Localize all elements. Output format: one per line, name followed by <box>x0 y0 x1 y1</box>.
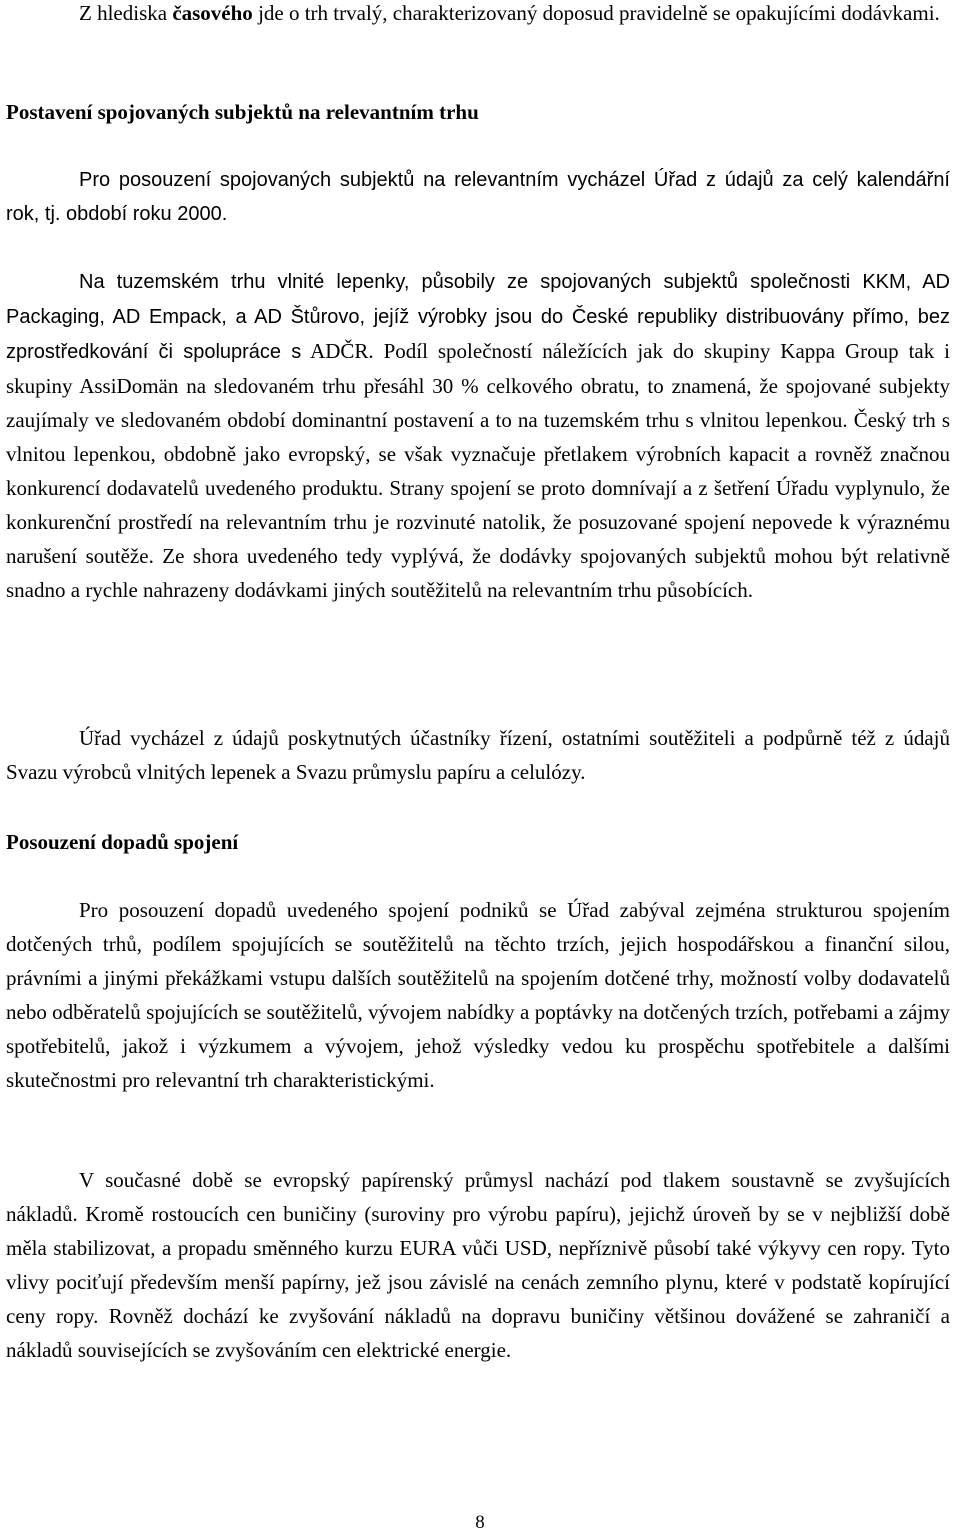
bold-term: časového <box>172 1 253 25</box>
paragraph-data-sources: Úřad vycházel z údajů poskytnutých účastníky řízení, ostatními soutěžiteli a podpůrně též z údajů Svazu výrobců vlnitých lepenek a Svazu průmyslu papíru a celulózy. <box>6 726 950 784</box>
page-number: 8 <box>475 1512 485 1533</box>
text-run: Z hlediska <box>79 1 173 25</box>
section-heading-merger-impact: Posouzení dopadů spojení <box>6 830 239 854</box>
text-run-serif: ADČR. Podíl společností náležících jak do skupiny Kappa Group tak i skupiny AssiDomän na sledovaném trhu přesáhl 30 % celkového obratu, to znamená, že spojované subjekty zaujímaly ve sledovaném období dominantní postavení a to na tuzemském trhu s vlnitou lepenkou. Český trh s vlnitou lepenkou, obdobně jako evropský, se však vyznačuje přetlakem výrobních kapacit a rovněž značnou konkurencí dodavatelů uvedeného produktu. Strany spojení se proto domnívají a z šetření Úřadu vyplynulo, že konkurenční prostředí na relevantním trhu je rozvinuté natolik, že posuzované spojení nepovede k výraznému narušení soutěže. Ze shora uvedeného tedy vyplývá, že dodávky spojovaných subjektů mohou být relativně snadno a rychle nahrazeny dodávkami jiných soutěžitelů na relevantním trhu působících. <box>6 339 951 602</box>
paragraph-domestic-market <box>6 264 950 607</box>
section-heading-market-position: Postavení spojovaných subjektů na relevantním trhu <box>6 100 479 124</box>
paragraph-evaluation-period: Pro posouzení spojovaných subjektů na relevantním vycházel Úřad z údajů za celý kalendářní rok, tj. období roku 2000. <box>6 169 950 225</box>
text-run-sans: Na tuzemském trhu vlnité lepenky, působily ze spojovaných subjektů společnosti KKM, AD Packaging, AD Empack, a AD Štůrovo, jejíž výrobky jsou do České republiky distribuovány přímo, bez zprostředkování či spolupráce s <box>6 271 950 363</box>
paragraph-impact-assessment: Pro posouzení dopadů uvedeného spojení podniků se Úřad zabýval zejména strukturou spojením dotčených trhů, podílem spojujících se soutěžitelů na těchto trzích, jejich hospodářskou a finanční silou, právními a jinými překážkami vstupu dalších soutěžitelů na spojením dotčené trhy, možností volby dodavatelů nebo odběratelů spojujících se soutěžitelů, vývojem nabídky a poptávky na dotčených trzích, potřebami a zájmy spotřebitelů, jakož i výzkumem a vývojem, jehož výsledky vedou ku prospěchu spotřebitele a dalšími skutečnostmi pro relevantní trh charakteristickými. <box>6 898 950 1092</box>
paragraph-paper-industry: V současné době se evropský papírenský průmysl nachází pod tlakem soustavně se zvyšujících nákladů. Kromě rostoucích cen buničiny (suroviny pro výrobu papíru), jejichž úroveň by se v nejbližší době měla stabilizovat, a propadu směnného kurzu EURA vůči USD, nepříznivě působí také výkyvy cen ropy. Tyto vlivy pociťují především menší papírny, jež jsou závislé na cenách zemního plynu, které v podstatě kopírující ceny ropy. Rovněž dochází ke zvyšování nákladů na dopravu buničiny většinou dovážené se zahraničí a nákladů souvisejících se zvyšováním cen elektrické energie. <box>6 1168 950 1362</box>
paragraph-time-aspect <box>6 0 950 30</box>
text-run: jde o trh trvalý, charakterizovaný doposud pravidelně se opakujícími dodávkami. <box>252 1 940 25</box>
